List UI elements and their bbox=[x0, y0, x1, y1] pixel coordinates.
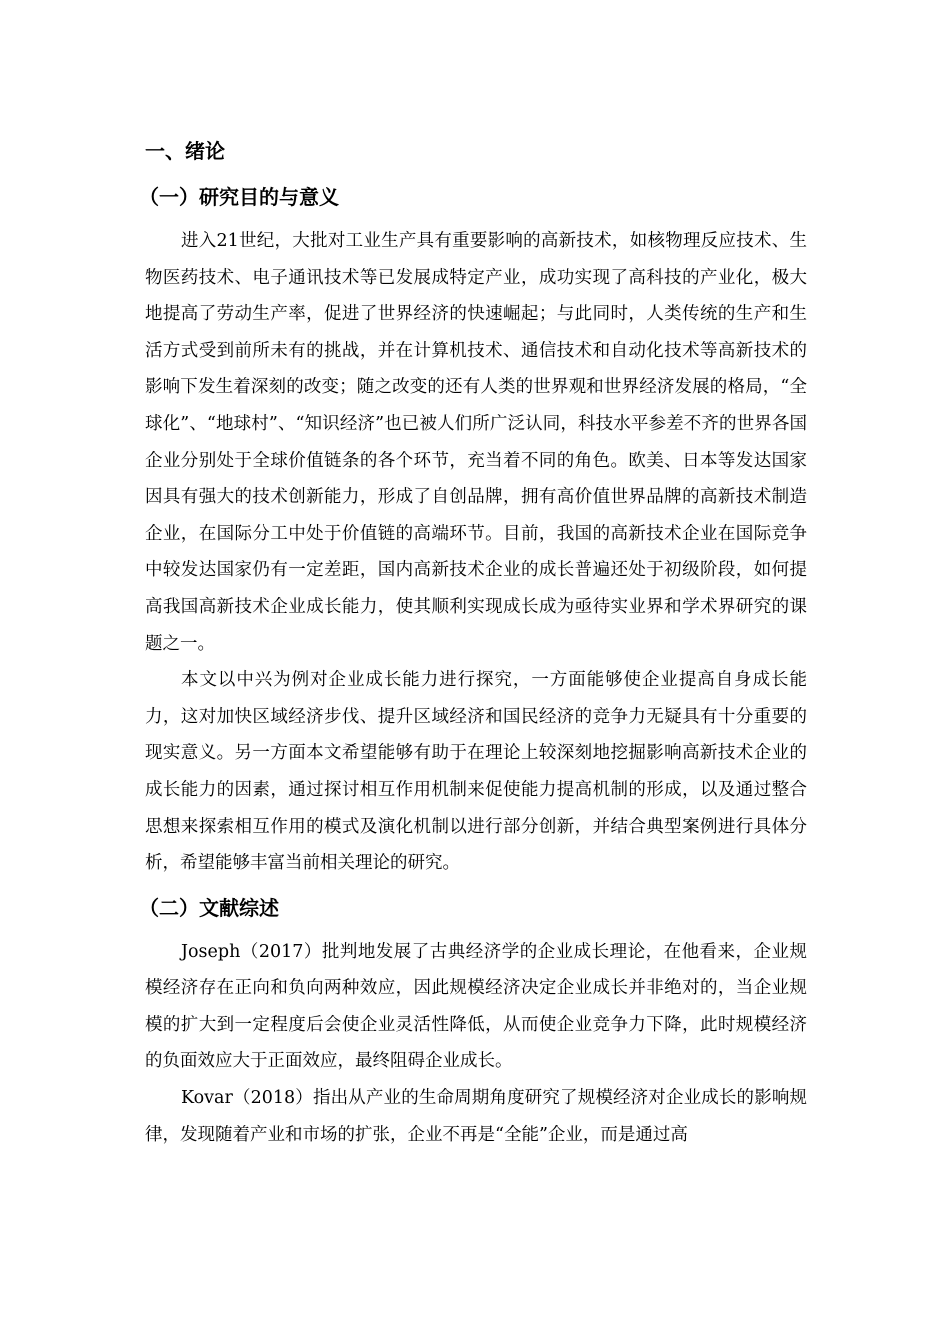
body-paragraph: Kovar（2018）指出从产业的生命周期角度研究了规模经济对企业成长的影响规律，发现随着产业和市场的扩张，企业不再是“全能”企业，而是通过高 bbox=[145, 1088, 807, 1145]
body-paragraph: 进入21世纪，大批对工业生产具有重要影响的高新技术，如核物理反应技术、生物医药技术、电子通讯技术等已发展成特定产业，成功实现了高科技的产业化，极大地提高了劳动生产率，促进了世界经济的快速崛起；与此同时，人类传统的生产和生活方式受到前所未有的挑战，并在计算机技术、通信技术和自动化技术等高新技术的影响下发生着深刻的改变；随之改变的还有人类的世界观和世界经济发展的格局，“全球化”、“地球村”、“知识经济”也已被人们所广泛认同，科技水平参差不齐的世界各国企业分别处于全球价值链条的各个环节，充当着不同的角色。欧美、日本等发达国家因具有强大的技术创新能力，形成了自创品牌，拥有高价值世界品牌的高新技术制造企业，在国际分工中处于价值链的高端环节。目前，我国的高新技术企业在国际竞争中较发达国家仍有一定差距，国内高新技术企业的成长普遍还处于初级阶段，如何提高我国高新技术企业成长能力，使其顺利实现成长成为亟待实业界和学术界研究的课题之一。 bbox=[145, 231, 807, 654]
document-body bbox=[139, 135, 807, 1153]
section-heading-purpose: （一）研究目的与意义 bbox=[139, 185, 339, 209]
body-paragraph: 本文以中兴为例对企业成长能力进行探究，一方面能够使企业提高自身成长能力，这对加快区域经济步伐、提升区域经济和国民经济的竞争力无疑具有十分重要的现实意义。另一方面本文希望能够有助于在理论上较深刻地挖掘影响高新技术企业的成长能力的因素，通过探讨相互作用机制来促使能力提高机制的形成，以及通过整合思想来探索相互作用的模式及演化机制以进行部分创新，并结合典型案例进行具体分析，希望能够丰富当前相关理论的研究。 bbox=[145, 670, 807, 874]
chapter-heading: 一、绪论 bbox=[145, 139, 225, 163]
section-heading-literature-review: （二）文献综述 bbox=[139, 895, 279, 920]
body-paragraph: Joseph（2017）批判地发展了古典经济学的企业成长理论，在他看来，企业规模经济存在正向和负向两种效应，因此规模经济决定企业成长并非绝对的，当企业规模的扩大到一定程度后会使企业灵活性降低，从而使企业竞争力下降，此时规模经济的负面效应大于正面效应，最终阻碍企业成长。 bbox=[145, 941, 807, 1072]
